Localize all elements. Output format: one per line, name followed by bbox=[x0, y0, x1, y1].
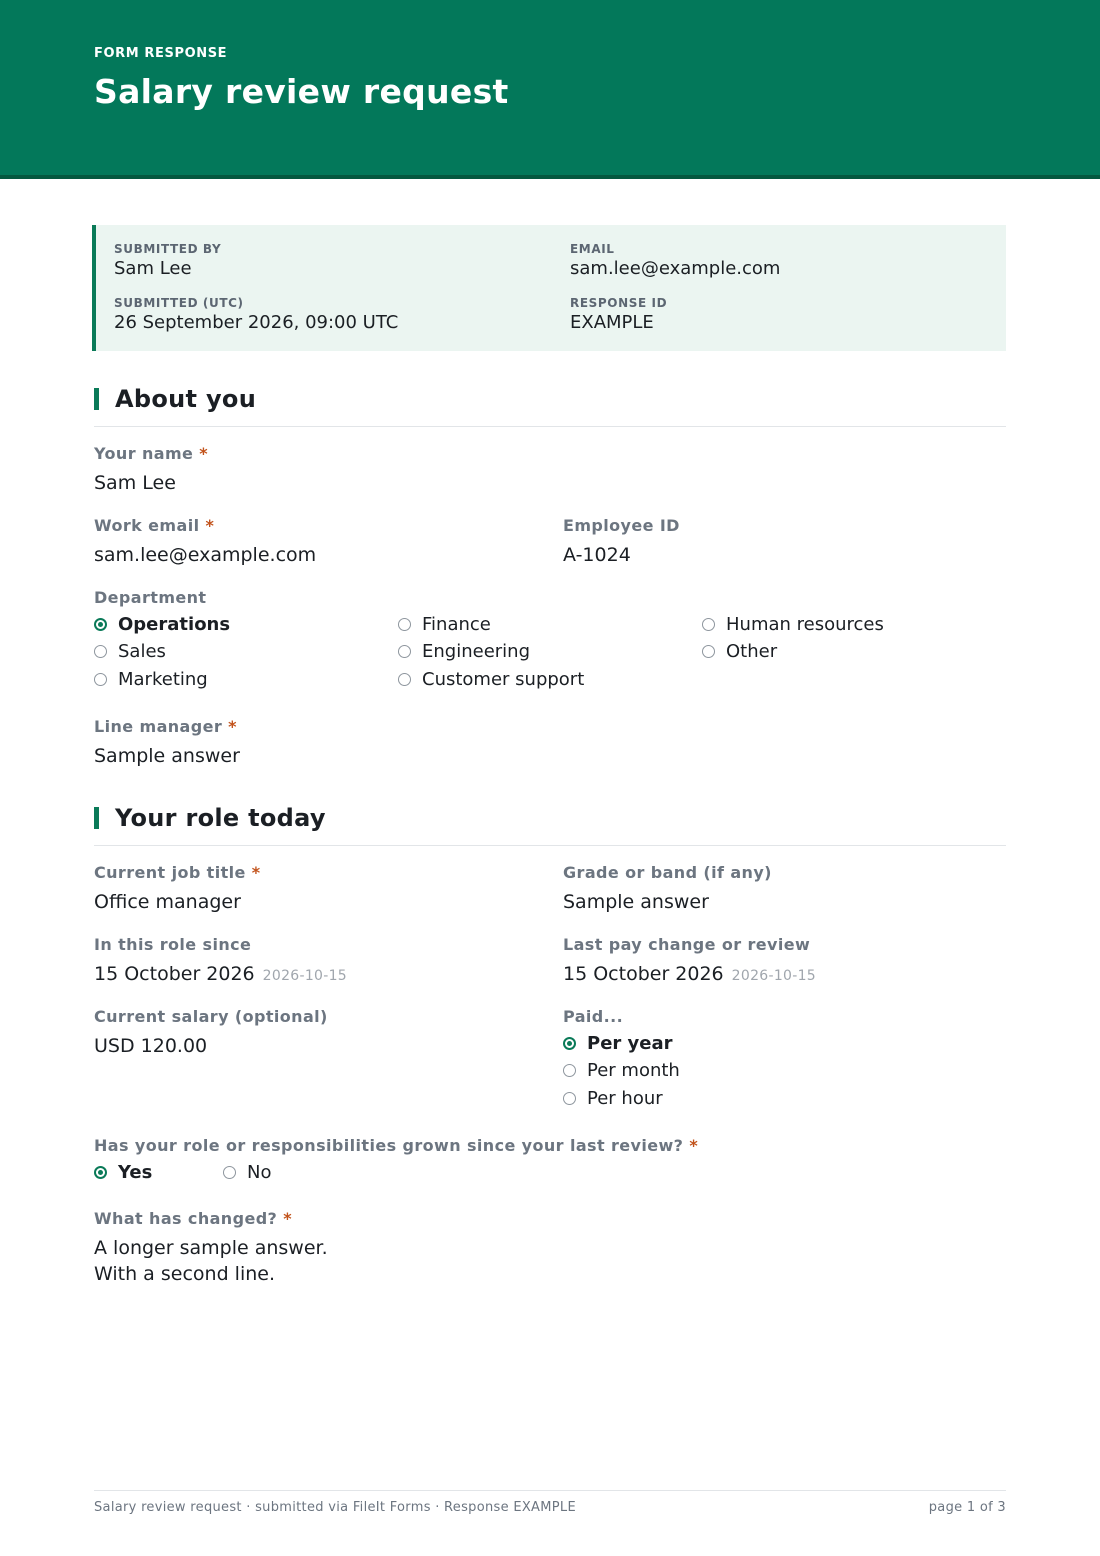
submitted-by-value: Sam Lee bbox=[114, 258, 192, 279]
field-what-has-changed bbox=[94, 1208, 328, 1287]
radio-option-customer-support[interactable]: Customer support bbox=[398, 669, 584, 691]
radio-option-per-month[interactable]: Per month bbox=[563, 1060, 680, 1082]
footer-source: Salary review request · submitted via FileIt Forms · Response EXAMPLE bbox=[94, 1500, 576, 1515]
radio-empty-icon bbox=[702, 618, 715, 631]
section-heading: About you bbox=[115, 385, 257, 413]
radio-empty-icon bbox=[94, 673, 107, 686]
radio-option-per-year[interactable]: Per year bbox=[563, 1033, 673, 1055]
field-department bbox=[94, 587, 206, 609]
radio-empty-icon bbox=[398, 673, 411, 686]
field-label: Your name * bbox=[94, 444, 209, 463]
radio-empty-icon bbox=[223, 1166, 236, 1179]
submission-summary bbox=[92, 225, 1006, 351]
radio-option-sales[interactable]: Sales bbox=[94, 641, 166, 663]
field-value: Office manager bbox=[94, 891, 241, 913]
response-id bbox=[570, 296, 667, 335]
field-label: Current job title * bbox=[94, 863, 261, 882]
field-employee-id bbox=[563, 515, 680, 568]
field-paid-frequency bbox=[563, 1006, 623, 1028]
radio-empty-icon bbox=[94, 645, 107, 658]
email-label: EMAIL bbox=[570, 242, 615, 256]
section-accent-bar bbox=[94, 807, 99, 829]
radio-selected-icon bbox=[94, 1166, 107, 1179]
page-footer bbox=[94, 1490, 1006, 1515]
field-value: Sam Lee bbox=[94, 472, 176, 494]
page-title: Salary review request bbox=[94, 72, 509, 111]
field-value: A-1024 bbox=[563, 544, 631, 566]
field-label: Paid... bbox=[563, 1007, 624, 1026]
date-display: 15 October 2026 bbox=[563, 963, 724, 985]
field-current-job-title bbox=[94, 862, 261, 915]
field-label: Grade or band (if any) bbox=[563, 863, 772, 882]
required-marker: * bbox=[283, 1209, 293, 1228]
radio-option-operations[interactable]: Operations bbox=[94, 614, 230, 636]
section-accent-bar bbox=[94, 388, 99, 410]
email-value: sam.lee@example.com bbox=[570, 258, 781, 279]
field-value: sam.lee@example.com bbox=[94, 544, 317, 566]
response-id-label: RESPONSE ID bbox=[570, 296, 668, 310]
date-iso: 2026-10-15 bbox=[262, 968, 348, 984]
radio-option-human-resources[interactable]: Human resources bbox=[702, 614, 884, 636]
field-current-salary bbox=[94, 1006, 328, 1059]
field-label: In this role since bbox=[94, 935, 252, 954]
field-value bbox=[563, 961, 816, 989]
field-grade-or-band bbox=[563, 862, 772, 915]
radio-option-no[interactable]: No bbox=[223, 1162, 271, 1184]
field-label: Has your role or responsibilities grown since your last review? * bbox=[94, 1136, 699, 1155]
submitted-by-label: SUBMITTED BY bbox=[114, 242, 222, 256]
radio-empty-icon bbox=[702, 645, 715, 658]
field-label: Employee ID bbox=[563, 516, 680, 535]
radio-empty-icon bbox=[563, 1064, 576, 1077]
radio-option-other[interactable]: Other bbox=[702, 641, 777, 663]
form-type-label: FORM RESPONSE bbox=[94, 46, 228, 61]
radio-empty-icon bbox=[398, 645, 411, 658]
section-heading: Your role today bbox=[115, 804, 326, 832]
submitter-email bbox=[570, 242, 780, 281]
required-marker: * bbox=[689, 1136, 699, 1155]
radio-option-marketing[interactable]: Marketing bbox=[94, 669, 208, 691]
radio-option-per-hour[interactable]: Per hour bbox=[563, 1088, 663, 1110]
field-last-pay-change bbox=[563, 934, 816, 989]
radio-option-finance[interactable]: Finance bbox=[398, 614, 491, 636]
field-label: Last pay change or review bbox=[563, 935, 811, 954]
field-role-grown bbox=[94, 1135, 698, 1157]
field-in-role-since bbox=[94, 934, 347, 989]
section-your-role-today bbox=[94, 799, 1006, 846]
required-marker: * bbox=[251, 863, 261, 882]
radio-empty-icon bbox=[563, 1092, 576, 1105]
field-value: Sample answer bbox=[94, 745, 240, 767]
radio-selected-icon bbox=[563, 1037, 576, 1050]
submitted-utc-value: 26 September 2026, 09:00 UTC bbox=[114, 312, 399, 333]
required-marker: * bbox=[228, 717, 237, 736]
required-marker: * bbox=[199, 444, 209, 463]
date-display: 15 October 2026 bbox=[94, 963, 255, 985]
section-about-you bbox=[94, 380, 1006, 427]
field-value: Sample answer bbox=[563, 891, 709, 913]
field-work-email bbox=[94, 515, 316, 568]
date-iso: 2026-10-15 bbox=[731, 968, 817, 984]
submitted-utc-label: SUBMITTED (UTC) bbox=[114, 296, 244, 310]
field-value bbox=[94, 1235, 328, 1287]
field-label: Line manager * bbox=[94, 717, 237, 736]
field-line-manager bbox=[94, 716, 240, 769]
field-label: What has changed? * bbox=[94, 1209, 293, 1228]
field-label: Work email * bbox=[94, 516, 215, 535]
field-value: USD 120.00 bbox=[94, 1035, 208, 1057]
page-number: page 1 of 3 bbox=[928, 1500, 1006, 1515]
required-marker: * bbox=[205, 516, 215, 535]
field-label: Current salary (optional) bbox=[94, 1007, 328, 1026]
field-value bbox=[94, 961, 347, 989]
radio-empty-icon bbox=[398, 618, 411, 631]
field-your-name bbox=[94, 443, 208, 496]
radio-option-yes[interactable]: Yes bbox=[94, 1162, 152, 1184]
answer-line: With a second line. bbox=[94, 1263, 275, 1285]
response-id-value: EXAMPLE bbox=[570, 312, 654, 333]
submitted-utc bbox=[114, 296, 398, 335]
submitted-by bbox=[114, 242, 221, 281]
radio-selected-icon bbox=[94, 618, 107, 631]
form-header bbox=[0, 0, 1100, 179]
field-label: Department bbox=[94, 588, 207, 607]
radio-option-engineering[interactable]: Engineering bbox=[398, 641, 530, 663]
answer-line: A longer sample answer. bbox=[94, 1237, 328, 1259]
